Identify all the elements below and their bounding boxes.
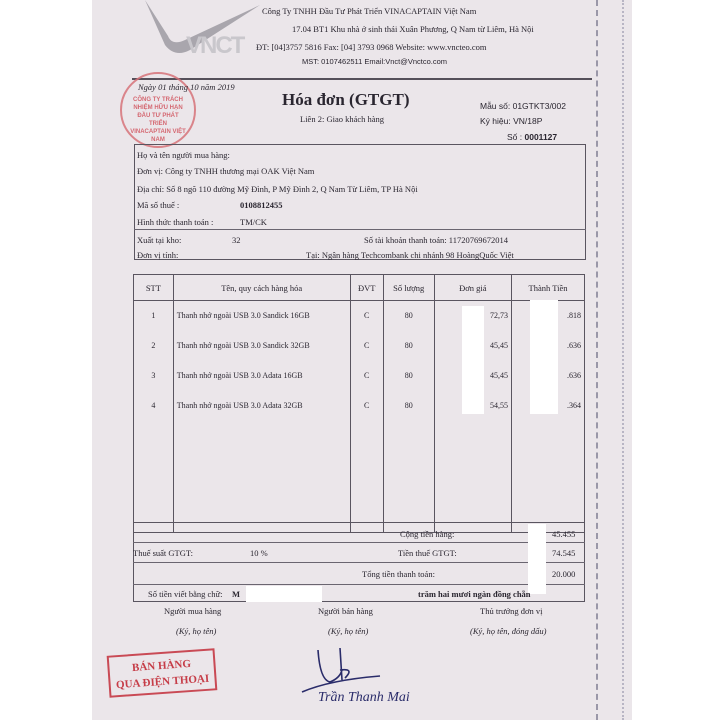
head-sign-note: (Ký, họ tên, đóng dấu) — [470, 626, 547, 636]
unit: C — [350, 331, 383, 361]
unit: C — [350, 361, 383, 391]
vat-rate-label: Thuế suất GTGT: — [133, 548, 194, 558]
buyer-tax: 0108812455 — [240, 200, 283, 210]
item-name: Thanh nhớ ngoài USB 3.0 Adata 16GB — [173, 361, 350, 391]
price: 72,73 — [434, 301, 511, 331]
seal-text: CÔNG TY TRÁCH NHIỆM HỮU HẠN ĐẦU TƯ PHÁT TRIỂN VINACAPTAIN VIỆT NAM — [130, 97, 186, 143]
warehouse-label: Xuất tại kho: — [137, 235, 182, 245]
invoice-subtitle: Liên 2: Giao khách hàng — [300, 114, 385, 124]
redaction — [528, 524, 546, 594]
divider — [134, 229, 586, 230]
price: 54,55 — [434, 391, 511, 421]
buyer-sign-label: Người mua hàng — [164, 606, 222, 616]
qty: 80 — [383, 391, 434, 421]
invoice-date: Ngày 01 tháng 10 năm 2019 — [138, 82, 235, 92]
payment-label: Hình thức thanh toán : — [137, 217, 214, 227]
divider — [132, 78, 592, 80]
unit-label: Đơn vị: — [137, 166, 163, 176]
total-amount: 20.000 — [552, 569, 576, 579]
subtotal-label: Cộng tiền hàng: — [400, 529, 455, 539]
divider — [133, 542, 585, 543]
amount: .364 — [512, 391, 585, 421]
col-unit: ĐVT — [350, 275, 383, 301]
unit: C — [350, 391, 383, 421]
redaction — [462, 306, 484, 414]
stamp-line-1: BÁN HÀNG — [131, 657, 192, 675]
col-name: Tên, quy cách hàng hóa — [173, 275, 350, 301]
table-row-empty — [134, 421, 585, 533]
vat-amount: 74.545 — [552, 548, 576, 558]
table-row — [134, 331, 585, 361]
item-name: Thanh nhớ ngoài USB 3.0 Adata 32GB — [173, 391, 350, 421]
qty: 80 — [383, 301, 434, 331]
seller-sign-label: Người bán hàng — [318, 606, 373, 616]
divider — [133, 562, 585, 563]
buyer-address: Số 8 ngõ 110 đường Mỹ Đình, P Mỹ Đình 2, Q Nam Từ Liêm, TP Hà Nội — [166, 184, 418, 194]
table-row — [134, 361, 585, 391]
form-number: Mẫu số: 01GTKT3/002 — [480, 101, 566, 111]
buyer-unit: Công ty TNHH thương mại OAK Việt Nam — [165, 166, 315, 176]
invoice-number: 0001127 — [524, 132, 558, 142]
account-label: Số tài khoản thanh toán: — [364, 235, 447, 245]
company-contact: ĐT: [04]3757 5816 Fax: [04] 3793 0968 Website: www.vncteo.com — [256, 42, 487, 52]
number-label: Số : — [507, 132, 523, 142]
item-name: Thanh nhớ ngoài USB 3.0 Sandick 32GB — [173, 331, 350, 361]
buyer-sign-note: (Ký, họ tên) — [176, 626, 217, 636]
item-name: Thanh nhớ ngoài USB 3.0 Sandick 16GB — [173, 301, 350, 331]
invoice-symbol: Ký hiệu: VN/18P — [480, 116, 543, 126]
buyer-box — [134, 144, 586, 260]
payment-method: TM/CK — [240, 217, 267, 227]
table-row — [134, 391, 585, 421]
table-header — [134, 275, 585, 301]
head-sign-label: Thủ trưởng đơn vị — [480, 606, 543, 616]
subtotal: 45.455 — [552, 529, 576, 539]
total-label: Tổng tiền thanh toán: — [362, 569, 435, 579]
unit-calc-label: Đơn vị tính: — [137, 250, 179, 260]
words-start: M — [232, 589, 241, 599]
vat-rate: 10 % — [250, 548, 268, 558]
account-number: 11720769672014 — [448, 235, 508, 245]
col-stt: STT — [134, 275, 174, 301]
amount: .636 — [512, 361, 585, 391]
divider — [133, 584, 585, 585]
buyer-name-label: Họ và tên người mua hàng: — [137, 150, 230, 160]
company-name: Công Ty TNHH Đầu Tư Phát Triển VINACAPTAIN Việt Nam — [262, 6, 477, 16]
invoice-title: Hóa đơn (GTGT) — [282, 90, 410, 109]
amount: .636 — [512, 331, 585, 361]
redaction — [246, 586, 322, 602]
perforation — [596, 0, 598, 720]
stt: 1 — [134, 301, 174, 331]
price: 45,45 — [434, 361, 511, 391]
stt: 3 — [134, 361, 174, 391]
col-qty: Số lượng — [383, 275, 434, 301]
words-label: Số tiền viết bằng chữ: — [148, 589, 223, 599]
tax-label: Mã số thuế : — [137, 200, 180, 210]
qty: 80 — [383, 361, 434, 391]
stt: 2 — [134, 331, 174, 361]
words-end: trăm hai mươi ngàn đồng chẵn — [418, 589, 531, 599]
stamp-line-2: QUA ĐIỆN THOẠI — [115, 672, 210, 692]
logo-text: VNCT — [186, 32, 244, 59]
warehouse: 32 — [232, 235, 241, 245]
sales-stamp — [107, 648, 218, 697]
unit: C — [350, 301, 383, 331]
seller-name: Trần Thanh Mai — [318, 690, 410, 705]
redaction — [530, 300, 558, 414]
address-label: Địa chỉ: — [137, 184, 165, 194]
bank: Tại: Ngân hàng Techcombank chi nhánh 98 HoàngQuốc Việt — [306, 250, 514, 260]
vat-label: Tiền thuế GTGT: — [398, 548, 457, 558]
table-row — [134, 301, 585, 331]
company-address: 17.04 BT1 Khu nhà ở sinh thái Xuân Phương, Q Nam từ Liêm, Hà Nội — [292, 24, 534, 34]
qty: 80 — [383, 331, 434, 361]
items-table — [133, 274, 585, 533]
price: 45,45 — [434, 331, 511, 361]
col-price: Đơn giá — [434, 275, 511, 301]
col-amount: Thành Tiền — [512, 275, 585, 301]
stt: 4 — [134, 391, 174, 421]
company-tax: MST: 0107462511 Email:Vnct@Vnctco.com — [302, 57, 448, 66]
amount: .818 — [512, 301, 585, 331]
seller-sign-note: (Ký, họ tên) — [328, 626, 369, 636]
perforation-edge — [622, 0, 624, 720]
